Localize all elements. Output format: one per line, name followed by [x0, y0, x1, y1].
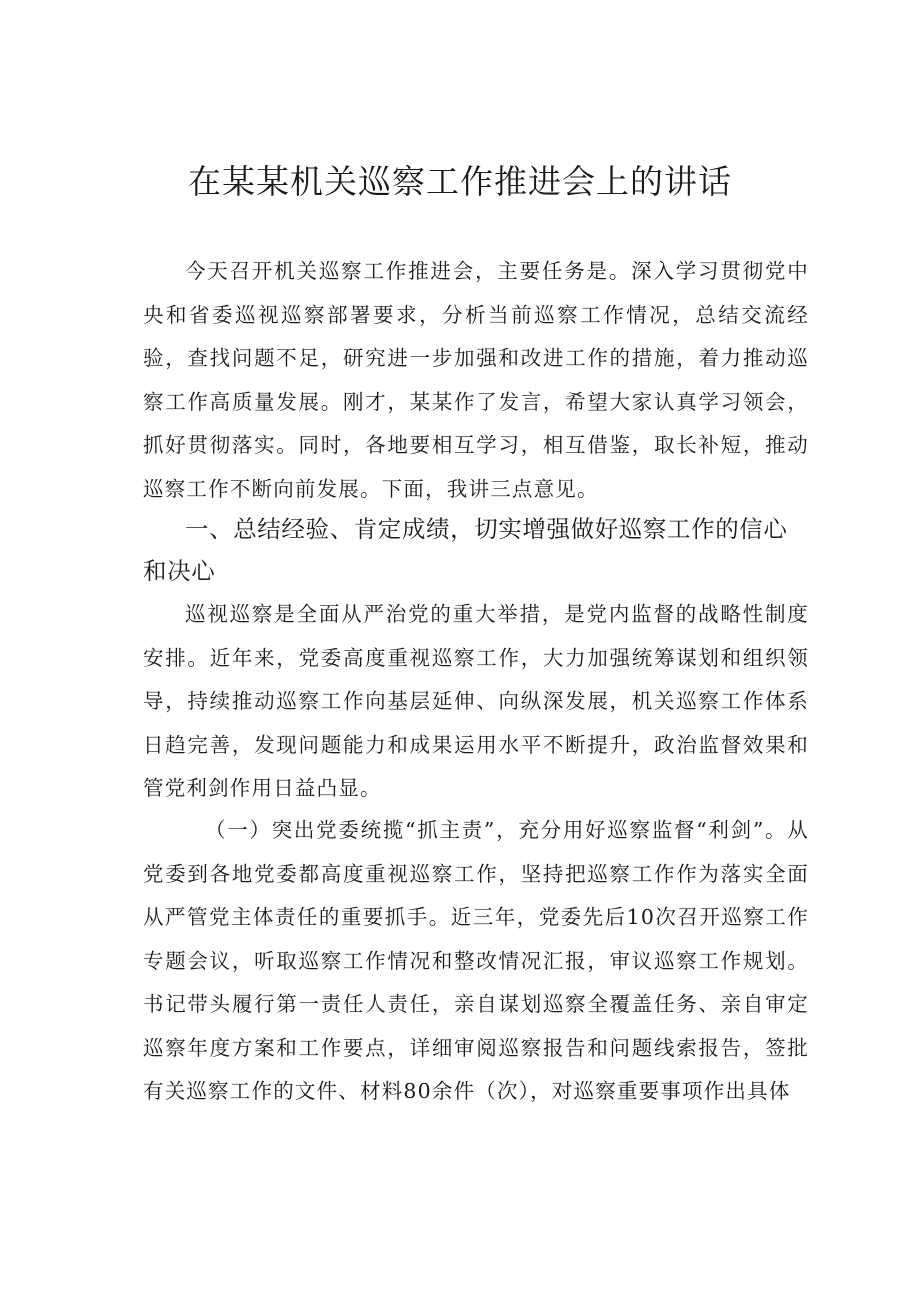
intro-paragraph: 今天召开机关巡察工作推进会，主要任务是。深入学习贯彻党中央和省委巡视巡察部署要求，分析当前巡察工作情况，总结交流经验，查找问题不足，研究进一步加强和改进工作的措施，着力推动巡察工作高质量发展。刚才，某某作了发言，希望大家认真学习领会，抓好贯彻落实。同时，各地要相互学习，相互借鉴，取长补短，推动巡察工作不断向前发展。下面，我讲三点意见。	[143, 259, 809, 501]
section-heading-1: 一、总结经验、肯定成绩，切实增强做好巡察工作的信心和决心	[143, 515, 788, 585]
subsection-1-paragraph: （一）突出党委统揽“抓主责”，充分用好巡察监督“利剑”。从党委到各地党委都高度重视巡察工作，坚持把巡察工作作为落实全面从严管党主体责任的重要抓手。近三年，党委先后10次召开巡察工作专题会议，听取巡察工作情况和整改情况汇报，审议巡察工作规划。书记带头履行第一责任人责任，亲自谋划巡察全覆盖任务、亲自审定巡察年度方案和工作要点，详细审阅巡察报告和问题线索报告，签批有关巡察工作的文件、材料80余件（次），对巡察重要事项作出具体	[143, 818, 809, 1103]
document-title: 在某某机关巡察工作推进会上的讲话	[188, 162, 732, 201]
section-1-paragraph: 巡视巡察是全面从严治党的重大举措，是党内监督的战略性制度安排。近年来，党委高度重视巡察工作，大力加强统筹谋划和组织领导，持续推动巡察工作向基层延伸、向纵深发展，机关巡察工作体系日趋完善，发现问题能力和成果运用水平不断提升，政治监督效果和管党利剑作用日益凸显。	[143, 602, 809, 800]
